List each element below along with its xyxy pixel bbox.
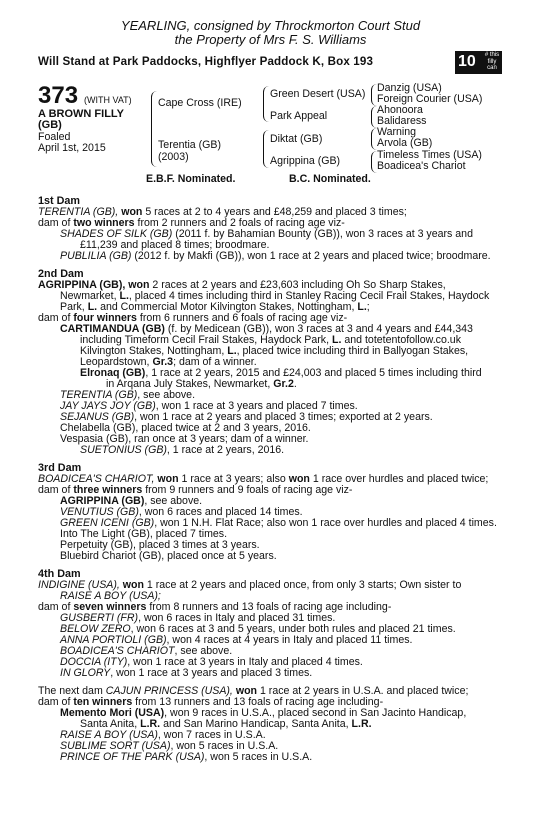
produce-item-cont: Kilvington Stakes, Nottingham, L., placed twice including third in Ballyogan Stakes, bbox=[80, 345, 469, 357]
produce-item: Vespasia (GB), ran once at 3 years; dam of a winner. bbox=[60, 433, 309, 445]
grandproduce-item: Elronaq (GB), 1 race at 2 years, 2015 and £24,003 and placed 5 times including third bbox=[80, 367, 482, 379]
consignment-line: YEARLING, consigned by Throckmorton Court Stud bbox=[120, 18, 421, 33]
first-dam-heading: 1st Dam bbox=[38, 195, 81, 207]
dam-dam: Agrippina (GB) bbox=[270, 155, 341, 167]
produce-item: Memento Mori (USA), won 9 races in U.S.A., placed second in San Jacinto Handicap, bbox=[60, 707, 467, 719]
third-dam-produce: dam of three winners from 9 runners and 9 foals of racing age viz- bbox=[38, 484, 353, 496]
second-dam-produce: dam of four winners from 6 runners and 6 foals of racing age viz- bbox=[38, 312, 348, 324]
fourth-dam-produce: dam of seven winners from 8 runners and 13 foals of racing age including- bbox=[38, 601, 392, 613]
dam-year: (2003) bbox=[158, 151, 189, 163]
ped-dss: Warning bbox=[377, 126, 417, 138]
ped-sdd: Balidaress bbox=[377, 115, 427, 127]
produce-item-cont: Leopardstown, Gr.3; dam of a winner. bbox=[80, 356, 257, 368]
ped-ssd: Foreign Courier (USA) bbox=[377, 93, 483, 105]
ped-dds: Timeless Times (USA) bbox=[377, 149, 482, 161]
grandproduce-item: SUETONIUS (GB), 1 race at 2 years, 2016. bbox=[80, 444, 285, 456]
produce-item: GREEN ICENI (GB), won 1 N.H. Flat Race; also won 1 race over hurdles and placed 4 times. bbox=[60, 517, 497, 529]
sire: Cape Cross (IRE) bbox=[158, 97, 242, 109]
third-dam-heading: 3rd Dam bbox=[38, 462, 82, 474]
produce-item: Perpetuity (GB), placed 3 times at 3 years. bbox=[60, 539, 260, 551]
produce-item-cont: £11,239 and placed 8 times; broodmare. bbox=[80, 239, 270, 251]
grandproduce-item-cont: in Arqana July Stakes, Newmarket, Gr.2. bbox=[106, 378, 297, 390]
vat-note: (WITH VAT) bbox=[84, 95, 132, 105]
lot-title: A BROWN FILLY bbox=[38, 108, 124, 120]
fourth-dam-line-cont: RAISE A BOY (USA); bbox=[60, 590, 161, 602]
produce-item: Chelabella (GB), placed twice at 2 and 3 years, 2016. bbox=[60, 422, 311, 434]
dam: Terentia (GB) bbox=[158, 139, 221, 151]
lot-number: 373 bbox=[38, 82, 79, 109]
second-dam-heading: 2nd Dam bbox=[38, 268, 84, 280]
third-dam-line: BOADICEA'S CHARIOT, won 1 race at 3 years; also won 1 race over hurdles and placed twice; bbox=[38, 473, 489, 485]
badge-number: 10 bbox=[458, 53, 476, 70]
produce-item: GUSBERTI (FR), won 6 races in Italy and placed 31 times. bbox=[60, 612, 336, 624]
first-dam-produce: dam of two winners from 2 runners and 2 foals of racing age viz- bbox=[38, 217, 345, 229]
pedigree-brace-sire bbox=[263, 86, 270, 122]
produce-item: JAY JAYS JOY (GB), won 1 race at 3 years and placed 7 times. bbox=[60, 400, 358, 412]
produce-item: SHADES OF SILK (GB) (2011 f. by Bahamian Bounty (GB)), won 3 races at 3 years and bbox=[60, 228, 473, 240]
foaled-label: Foaled bbox=[38, 131, 71, 143]
produce-item: SEJANUS (GB), won 1 race at 2 years and placed 3 times; exported at 2 years. bbox=[60, 411, 433, 423]
consignor-line: the Property of Mrs F. S. Williams bbox=[174, 32, 367, 47]
ped-ddd: Boadicea's Chariot bbox=[377, 160, 466, 172]
logo-badge bbox=[455, 51, 502, 74]
produce-item: IN GLORY, won 1 race at 3 years and placed 3 times. bbox=[60, 667, 313, 679]
produce-item: RAISE A BOY (USA), won 7 races in U.S.A. bbox=[60, 729, 266, 741]
produce-item: ANNA PORTIOLI (GB), won 4 races at 4 years in Italy and placed 11 times. bbox=[60, 634, 413, 646]
produce-item: CARTIMANDUA (GB) (f. by Medicean (GB)), won 3 races at 3 and 4 years and £44,343 bbox=[60, 323, 473, 335]
dam-sire: Diktat (GB) bbox=[270, 133, 323, 145]
produce-item-cont: Santa Anita, L.R. and San Marino Handicap, Santa Anita, L.R. bbox=[80, 718, 372, 730]
pedigree-brace-dam bbox=[263, 130, 270, 168]
produce-item: DOCCIA (ITY), won 1 race at 3 years in Italy and placed 4 times. bbox=[60, 656, 363, 668]
pedigree-brace-main bbox=[151, 91, 158, 167]
lot-title-country: (GB) bbox=[38, 119, 62, 131]
sire-sire: Green Desert (USA) bbox=[270, 88, 366, 100]
produce-item: SUBLIME SORT (USA), won 5 races in U.S.A. bbox=[60, 740, 279, 752]
produce-item: PUBLILIA (GB) (2012 f. by Makfi (GB)), won 1 race at 2 years and placed twice; broodmare. bbox=[60, 250, 491, 262]
ebf-nomination: E.B.F. Nominated. bbox=[146, 173, 236, 185]
second-dam-line: AGRIPPINA (GB), won 2 races at 2 years and £23,603 including Oh So Sharp Stakes, bbox=[38, 279, 446, 291]
fourth-dam-line: INDIGINE (USA), won 1 race at 2 years and placed once, from only 3 starts; Own sister to bbox=[38, 579, 462, 591]
second-dam-line-cont: Newmarket, L., placed 4 times including third in Stanley Racing Cecil Frail Stakes, Haydock bbox=[60, 290, 490, 302]
first-dam-line: TERENTIA (GB), won 5 races at 2 to 4 years and £48,259 and placed 3 times; bbox=[38, 206, 407, 218]
produce-item-cont: including Timeform Cecil Frail Stakes, Haydock Park, L. and totetentofollow.co.uk bbox=[80, 334, 461, 346]
ped-sss: Danzig (USA) bbox=[377, 82, 442, 94]
produce-item: PRINCE OF THE PARK (USA), won 5 races in U.S.A. bbox=[60, 751, 313, 763]
badge-text: # this filly can bbox=[484, 52, 500, 71]
bc-nomination: B.C. Nominated. bbox=[289, 173, 371, 185]
sire-dam: Park Appeal bbox=[270, 110, 328, 122]
produce-item: VENUTIUS (GB), won 6 races and placed 14 times. bbox=[60, 506, 303, 518]
next-dam-produce: dam of ten winners from 13 runners and 13 foals of racing age including- bbox=[38, 696, 384, 708]
produce-item: Bluebird Chariot (GB), placed once at 5 years. bbox=[60, 550, 277, 562]
foaled-date: April 1st, 2015 bbox=[38, 142, 106, 154]
stand-location: Will Stand at Park Paddocks, Highflyer Paddock K, Box 193 bbox=[38, 55, 374, 68]
produce-item: BOADICEA'S CHARIOT, see above. bbox=[60, 645, 233, 657]
second-dam-line-cont: Park, L. and Commercial Motor Kilvington Stakes, Nottingham, L.; bbox=[60, 301, 370, 313]
fourth-dam-heading: 4th Dam bbox=[38, 568, 81, 580]
lot-number-row bbox=[38, 82, 132, 110]
ped-sds: Ahonoora bbox=[377, 104, 423, 116]
ped-dsd: Arvola (GB) bbox=[377, 137, 433, 149]
produce-item: AGRIPPINA (GB), see above. bbox=[60, 495, 203, 507]
produce-item: Into The Light (GB), placed 7 times. bbox=[60, 528, 228, 540]
produce-item: BELOW ZERO, won 6 races at 3 and 5 years, under both rules and placed 21 times. bbox=[60, 623, 456, 635]
next-dam-line: The next dam CAJUN PRINCESS (USA), won 1 race at 2 years in U.S.A. and placed twice; bbox=[38, 685, 469, 697]
produce-item: TERENTIA (GB), see above. bbox=[60, 389, 196, 401]
